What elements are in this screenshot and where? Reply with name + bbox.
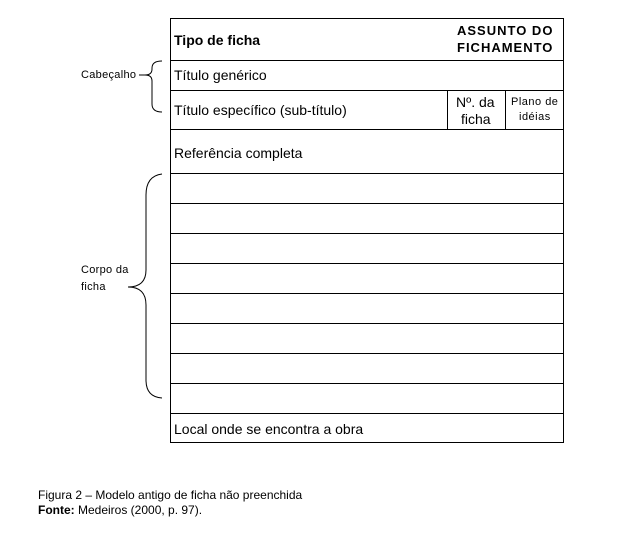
assunto-line-1: ASSUNTO DO: [457, 23, 554, 38]
fonte-text: Medeiros (2000, p. 97).: [74, 503, 203, 517]
cabecalho-brace-icon: [139, 61, 162, 112]
titulo-generico: Título genérico: [174, 67, 267, 83]
figure-source: [38, 503, 202, 517]
plano-line-1: Plano de: [511, 96, 559, 108]
tipo-de-ficha: Tipo de ficha: [174, 32, 261, 48]
local-da-obra: Local onde se encontra a obra: [174, 421, 364, 437]
assunto-line-2: FICHAMENTO: [457, 40, 554, 55]
cabecalho-label: Cabeçalho: [81, 69, 137, 81]
numero-line-1: Nº. da: [456, 94, 495, 110]
referencia-completa: Referência completa: [174, 145, 303, 161]
fonte-label: Fonte:: [38, 503, 75, 517]
figure-caption: Figura 2 – Modelo antigo de ficha não preenchida: [38, 488, 303, 502]
numero-line-2: ficha: [461, 111, 491, 127]
corpo-label-2: ficha: [81, 281, 106, 293]
plano-line-2: idéias: [519, 111, 551, 123]
corpo-label-1: Corpo da: [81, 264, 129, 276]
titulo-especifico: Título específico (sub-título): [174, 102, 347, 118]
corpo-brace-icon: [128, 174, 162, 398]
